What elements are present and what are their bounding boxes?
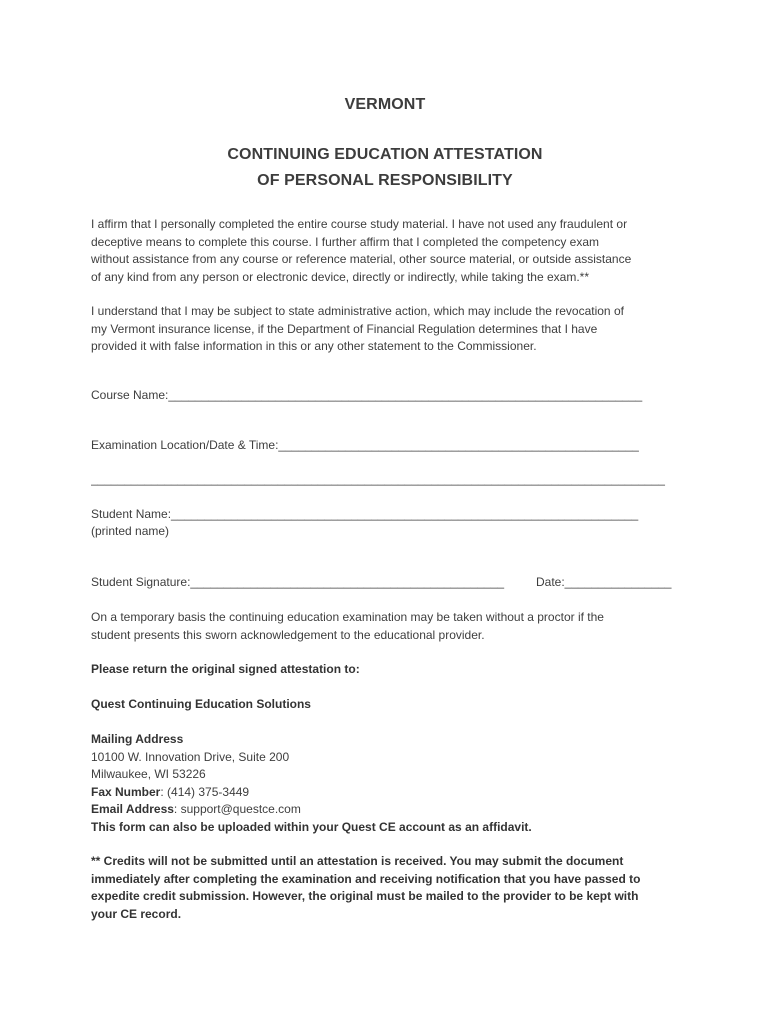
email-address-value[interactable]: : support@questce.com: [173, 802, 301, 816]
email-address-line: [91, 801, 681, 819]
footnote-line: your CE record.: [91, 906, 182, 921]
fax-number-value: : (414) 375-3449: [160, 784, 250, 799]
affirmation-paragraph: [91, 216, 681, 286]
fax-number-label: Fax Number: [91, 784, 161, 799]
proctor-note: [91, 609, 681, 644]
affirmation-line: without assistance from any course or reference material, other source material, or outside assistance: [91, 252, 632, 266]
title-line-1: CONTINUING EDUCATION ATTESTATION: [227, 146, 543, 163]
date-field[interactable]: Date:________________: [536, 575, 672, 589]
exam-location-field[interactable]: Examination Location/Date & Time:______________________________________________________: [91, 438, 639, 452]
footnote-line: immediately after completing the examination and receiving notification that you have passed to: [91, 871, 641, 886]
printed-name-label: (printed name): [91, 524, 170, 538]
understanding-paragraph: [91, 303, 681, 356]
affirmation-line: deceptive means to complete this course. I further affirm that I completed the competency exam: [91, 234, 600, 249]
mailing-address-label: Mailing Address: [91, 732, 184, 746]
return-heading: Please return the original signed attestation to:: [91, 662, 360, 676]
affirmation-line: of any kind from any person or electronic device, directly or indirectly, while taking the exam.**: [91, 269, 590, 284]
proctor-note-line: On a temporary basis the continuing education examination may be taken without a proctor if the: [91, 610, 604, 624]
contact-block: [91, 731, 681, 836]
understanding-line: my Vermont insurance license, if the Department of Financial Regulation determines that I have: [91, 321, 598, 336]
affirmation-line: I affirm that I personally completed the entire course study material. I have not used any fraudulent or: [91, 217, 628, 231]
proctor-note-line: student presents this sworn acknowledgement to the educational provider.: [91, 627, 485, 642]
upload-note: This form can also be uploaded within your Quest CE account as an affidavit.: [91, 819, 532, 834]
city-state-zip: Milwaukee, WI 53226: [91, 767, 206, 781]
footnote-line: expedite credit submission. However, the original must be mailed to the provider to be kept with: [91, 889, 639, 903]
student-signature-field[interactable]: Student Signature:_______________________________________________: [91, 575, 505, 589]
student-name-field[interactable]: Student Name:______________________________________________________________________: [91, 507, 639, 521]
footnote-line: ** Credits will not be submitted until an attestation is received. You may submit the document: [91, 854, 624, 868]
understanding-line: I understand that I may be subject to state administrative action, which may include the revocation of: [91, 304, 624, 318]
understanding-line: provided it with false information in this or any other statement to the Commissioner.: [91, 339, 537, 353]
exam-location-continuation-field[interactable]: ______________________________________________________________________________________: [91, 472, 665, 486]
fax-number-line: [91, 784, 681, 802]
email-address-label: Email Address: [91, 802, 174, 816]
state-heading: VERMONT: [344, 96, 426, 113]
course-name-field[interactable]: Course Name:_______________________________________________________________________: [91, 388, 643, 402]
street-address: 10100 W. Innovation Drive, Suite 200: [91, 749, 290, 764]
title-line-2: OF PERSONAL RESPONSIBILITY: [257, 172, 513, 189]
provider-name: Quest Continuing Education Solutions: [91, 697, 311, 711]
credits-footnote: [91, 853, 681, 923]
